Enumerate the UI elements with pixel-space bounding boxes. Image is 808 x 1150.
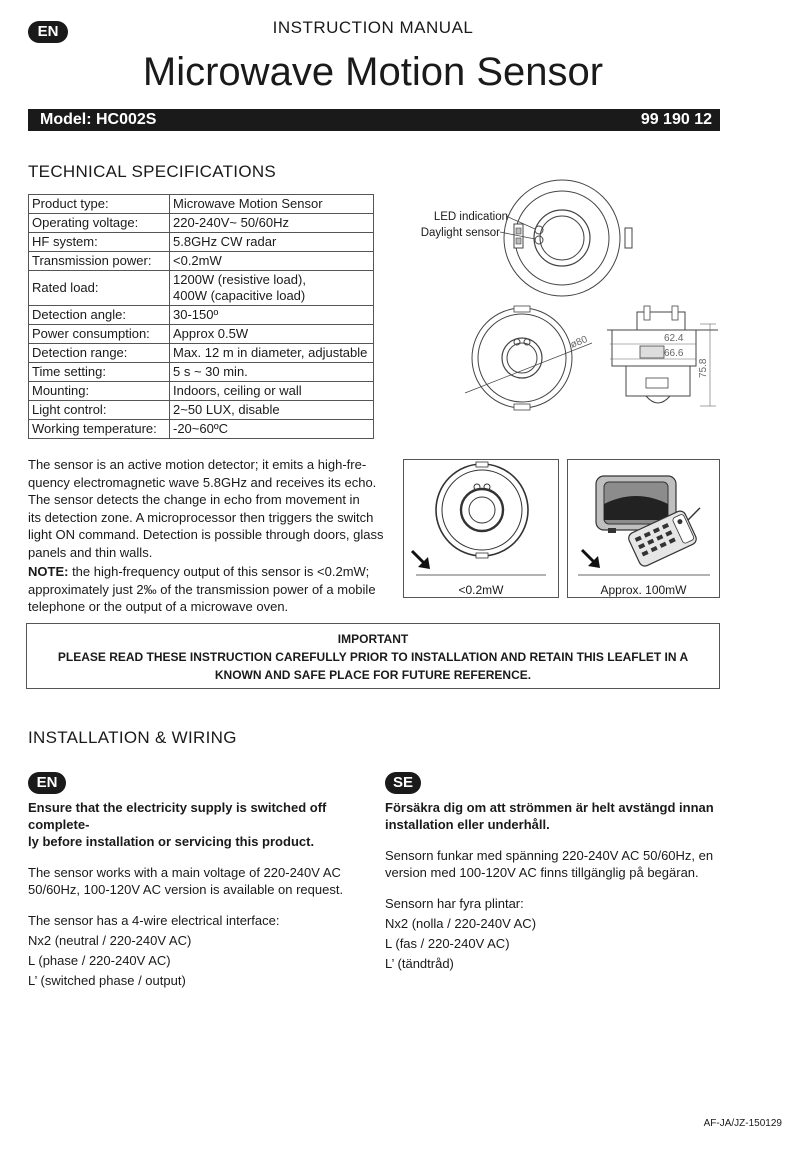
spec-row <box>29 420 374 439</box>
description-line: quency electromagnetic wave 5.8GHz and receives its echo. <box>28 474 377 490</box>
interface-line: Sensorn har fyra plintar: <box>385 896 524 911</box>
installation-heading: INSTALLATION & WIRING <box>28 728 237 747</box>
description-line: panels and thin walls. <box>28 544 153 560</box>
sensor-illustration <box>404 460 558 578</box>
description-line: its detection zone. A microprocessor then triggers the switch <box>28 509 374 525</box>
wire-item: Nx2 (neutral / 220-240V AC) <box>28 933 192 948</box>
important-line: PLEASE READ THESE INSTRUCTION CAREFULLY PRIOR TO INSTALLATION AND RETAIN THIS LEAFLET IN A <box>57 650 689 664</box>
warning-line: Ensure that the electricity supply is switched off complete- <box>28 800 327 832</box>
spec-row <box>29 271 374 306</box>
spec-label: Product type: <box>29 195 170 214</box>
note-line <box>28 563 388 581</box>
spec-value: <0.2mW <box>170 252 374 271</box>
spec-row <box>29 233 374 252</box>
dimension-66-6: 66.6 <box>664 348 684 359</box>
article-number: 99 190 12 <box>640 111 712 128</box>
spec-label: Transmission power: <box>29 252 170 271</box>
note-label: NOTE: <box>28 564 69 579</box>
phone-comparison-box <box>567 459 720 598</box>
sensor-power-caption: <0.2mW <box>458 583 504 597</box>
spec-label: HF system: <box>29 233 170 252</box>
spec-value: 220-240V~ 50/60Hz <box>170 214 374 233</box>
voltage-line: Sensorn funkar med spänning 220-240V AC 50/60Hz, en <box>385 848 714 863</box>
language-badge-en: EN <box>28 772 66 794</box>
voltage-line: The sensor works with a main voltage of 220-240V AC <box>28 865 341 880</box>
spec-value <box>170 271 374 306</box>
installation-en-column <box>28 799 378 989</box>
spec-label: Mounting: <box>29 382 170 401</box>
interface-line: The sensor has a 4-wire electrical interface: <box>28 913 280 928</box>
spec-row <box>29 325 374 344</box>
wire-item: L (fas / 220-240V AC) <box>385 936 510 951</box>
spec-label: Detection range: <box>29 344 170 363</box>
front-view-drawing <box>465 306 592 410</box>
note-text: telephone or the output of a microwave oven. <box>28 599 289 614</box>
spec-value: 5 s ~ 30 min. <box>170 363 374 382</box>
spec-label: Detection angle: <box>29 306 170 325</box>
installation-se-column <box>385 799 725 972</box>
description-line: The sensor is an active motion detector; it emits a high-fre- <box>28 457 367 472</box>
language-badge-se: SE <box>385 772 421 794</box>
note-text: the high-frequency output of this sensor is <0.2mW; <box>68 564 370 579</box>
spec-row <box>29 382 374 401</box>
top-view-drawing <box>500 180 632 296</box>
tech-specs-heading: TECHNICAL SPECIFICATIONS <box>28 162 277 181</box>
wire-item: L (phase / 220-240V AC) <box>28 953 171 968</box>
spec-value: Max. 12 m in diameter, adjustable <box>170 344 374 363</box>
spec-value: 5.8GHz CW radar <box>170 233 374 252</box>
dimension-62-4: 62.4 <box>664 333 684 344</box>
spec-label: Working temperature: <box>29 420 170 439</box>
spec-row <box>29 401 374 420</box>
model-bar <box>28 109 720 131</box>
note-text: approximately just 2‰ of the transmission power of a mobile <box>28 581 376 597</box>
phone-microwave-illustration <box>568 460 719 578</box>
wire-item: Nx2 (nolla / 220-240V AC) <box>385 916 537 931</box>
spec-row <box>29 252 374 271</box>
spec-row <box>29 344 374 363</box>
warning-line: Försäkra dig om att strömmen är helt avstängd innan <box>385 800 714 815</box>
wire-item: L’ (switched phase / output) <box>28 973 186 988</box>
spec-value-line: 1200W (resistive load), <box>173 272 306 287</box>
warning-line: installation eller underhåll. <box>385 817 550 832</box>
spec-label: Operating voltage: <box>29 214 170 233</box>
spec-value: -20~60ºC <box>170 420 374 439</box>
side-view-drawing <box>607 306 718 406</box>
language-badge-en: EN <box>28 21 68 43</box>
voltage-line: 50/60Hz, 100-120V AC version is available on request. <box>28 882 344 897</box>
voltage-line: version med 100-120V AC finns tillgänglig på begäran. <box>385 865 699 880</box>
wire-item: L’ (tändtråd) <box>385 956 454 971</box>
spec-value: 30-150º <box>170 306 374 325</box>
daylight-sensor-label: Daylight sensor <box>420 227 500 239</box>
spec-label: Time setting: <box>29 363 170 382</box>
important-line: KNOWN AND SAFE PLACE FOR FUTURE REFERENCE. <box>214 668 532 682</box>
spec-value-line: 400W (capacitive load) <box>173 288 306 303</box>
led-indication-label: LED indication <box>433 211 508 223</box>
spec-table <box>28 194 374 439</box>
sensor-comparison-box <box>403 459 559 598</box>
spec-row <box>29 306 374 325</box>
warning-line: ly before installation or servicing this product. <box>28 834 315 849</box>
description-text <box>28 456 388 616</box>
spec-value: Indoors, ceiling or wall <box>170 382 374 401</box>
page-title: Microwave Motion Sensor <box>142 50 604 94</box>
important-title: IMPORTANT <box>337 632 409 646</box>
spec-label: Power consumption: <box>29 325 170 344</box>
manual-label: INSTRUCTION MANUAL <box>272 18 474 37</box>
spec-value: Microwave Motion Sensor <box>170 195 374 214</box>
important-notice <box>26 623 720 689</box>
diameter-dimension: ø80 <box>569 334 590 351</box>
spec-row <box>29 195 374 214</box>
spec-value: Approx 0.5W <box>170 325 374 344</box>
spec-row <box>29 363 374 382</box>
spec-value: 2~50 LUX, disable <box>170 401 374 420</box>
model-label: Model: HC002S <box>40 111 157 128</box>
document-code: AF-JA/JZ-150129 <box>703 1118 782 1129</box>
spec-label: Rated load: <box>29 271 170 306</box>
dimension-75-8: 75.8 <box>698 358 709 378</box>
spec-label: Light control: <box>29 401 170 420</box>
product-diagram <box>400 178 725 418</box>
spec-row <box>29 214 374 233</box>
phone-power-caption: Approx. 100mW <box>600 583 687 597</box>
description-line: The sensor detects the change in echo from movement in <box>28 492 360 507</box>
description-line: light ON command. Detection is possible through doors, glass <box>28 527 384 542</box>
